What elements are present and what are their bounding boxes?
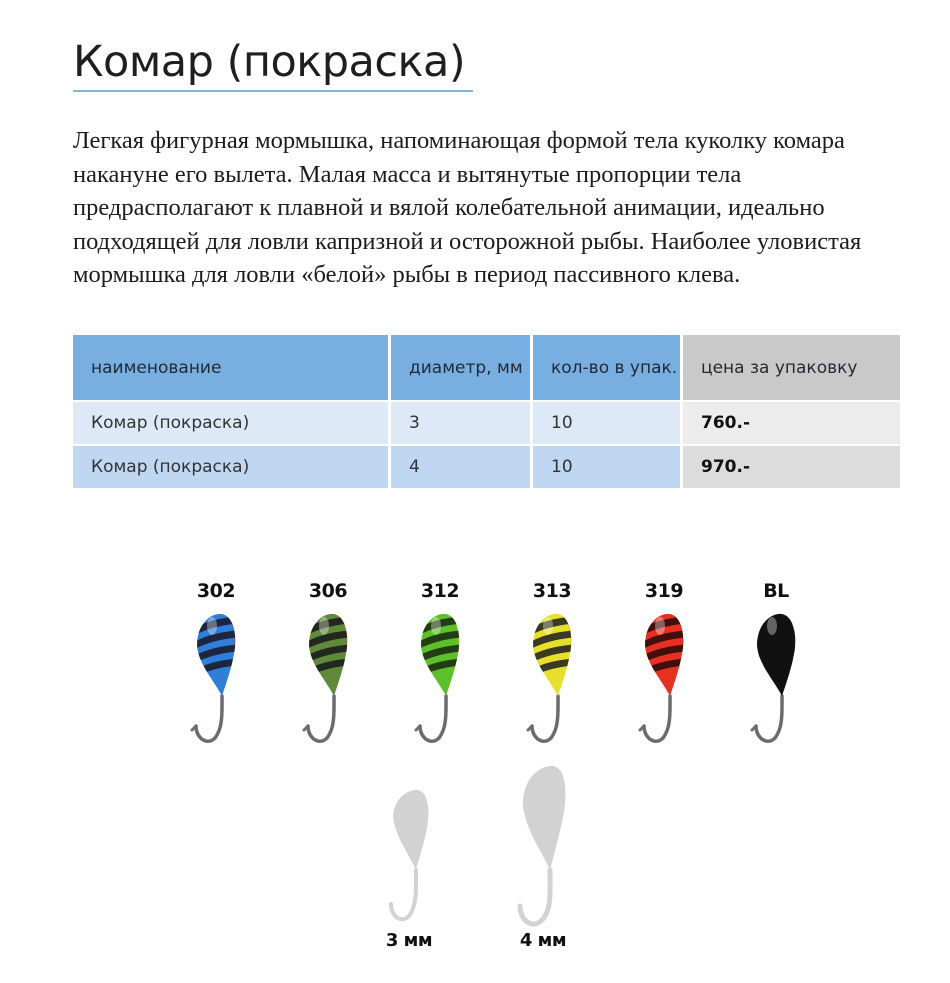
- cell-quantity: 10: [533, 400, 683, 444]
- cell-name: Комар (покраска): [73, 444, 391, 488]
- silhouette-hook: [520, 870, 550, 924]
- lure-highlight: [543, 617, 553, 635]
- table-header-row: [73, 335, 900, 400]
- size-3mm-silhouette: [375, 780, 465, 930]
- size-4mm-silhouette: [500, 760, 595, 932]
- cell-price: 970.-: [683, 444, 900, 488]
- lure-bl-image: [738, 608, 828, 748]
- color-code-label: 313: [532, 580, 572, 602]
- silhouette-body: [393, 790, 428, 870]
- color-code-label: BL: [763, 580, 789, 602]
- header-diameter: диаметр, мм: [391, 335, 533, 400]
- title-underline: [73, 90, 473, 92]
- cell-diameter: 3: [391, 400, 533, 444]
- lure-302-image: [178, 608, 268, 748]
- lure-312-image: [402, 608, 492, 748]
- hook-shape: [644, 696, 670, 741]
- color-code-label: 312: [420, 580, 460, 602]
- size-label-3mm: 3 мм: [385, 930, 433, 951]
- cell-name: Комар (покраска): [73, 400, 391, 444]
- size-label-4mm: 4 мм: [519, 930, 567, 951]
- header-pack-price: цена за упаковку: [683, 335, 900, 400]
- lure-319-image: [626, 608, 716, 748]
- lure-highlight: [207, 617, 217, 635]
- lure-highlight: [319, 617, 329, 635]
- silhouette-hook: [391, 870, 416, 919]
- hook-shape: [532, 696, 558, 741]
- cell-diameter: 4: [391, 444, 533, 488]
- silhouette-body: [523, 766, 565, 870]
- hook-shape: [756, 696, 782, 741]
- table-row: [73, 400, 900, 444]
- lure-highlight: [655, 617, 665, 635]
- header-pack-quantity: кол-во в упак.: [533, 335, 683, 400]
- color-code-label: 306: [308, 580, 348, 602]
- cell-price: 760.-: [683, 400, 900, 444]
- page-title: Комар (покраска): [73, 37, 466, 87]
- product-description: Легкая фигурная мормышка, напоминающая формой тела куколку комара накануне его вылета. Малая масса и вытянутые пропорции тела предрасполагают к плавной и вялой колебательной анимации, идеально подходящей для ловли капризной и осторожной рыбы. Наиболее уловистая мормышка для ловли «белой» рыбы в период пассивного клева.: [73, 127, 862, 288]
- color-code-label: 319: [644, 580, 684, 602]
- lure-313-image: [514, 608, 604, 748]
- hook-shape: [420, 696, 446, 741]
- lure-highlight: [431, 617, 441, 635]
- lure-highlight: [767, 617, 777, 635]
- hook-shape: [196, 696, 222, 741]
- header-name: наименование: [73, 335, 391, 400]
- table-row: [73, 444, 900, 488]
- price-table: [73, 335, 900, 488]
- lure-306-image: [290, 608, 380, 748]
- color-code-label: 302: [196, 580, 236, 602]
- cell-quantity: 10: [533, 444, 683, 488]
- hook-shape: [308, 696, 334, 741]
